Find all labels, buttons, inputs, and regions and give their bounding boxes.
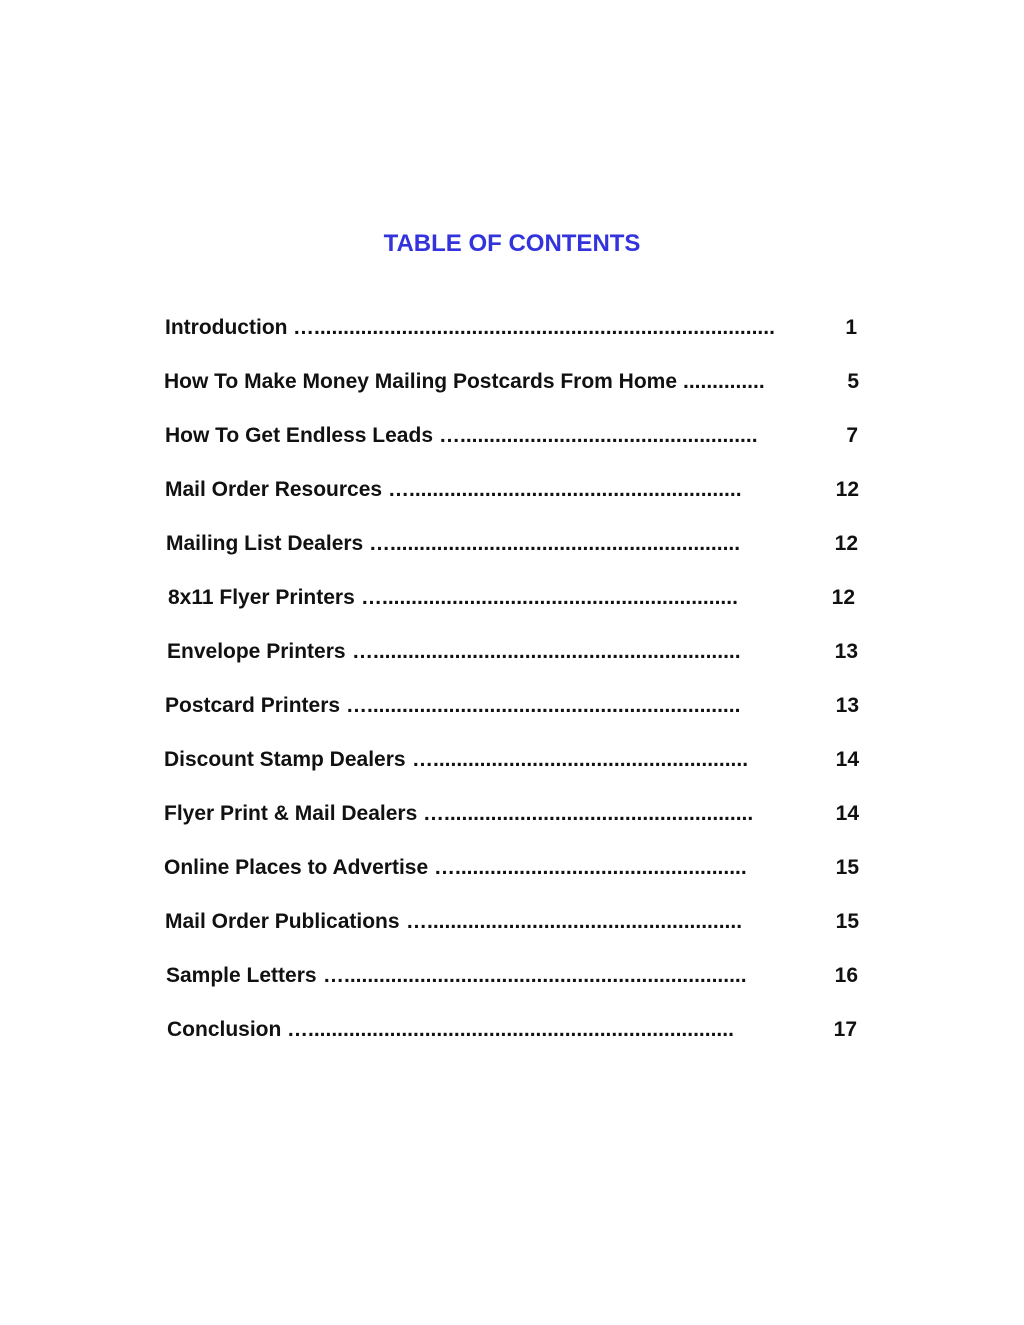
toc-entry-page-number: 1 bbox=[845, 316, 857, 339]
toc-entry-page-number: 7 bbox=[846, 424, 858, 447]
toc-entry-page-number: 14 bbox=[835, 802, 859, 825]
toc-entry-title: Introduction bbox=[165, 316, 288, 339]
toc-entry-sample-letters[interactable] bbox=[166, 962, 858, 990]
toc-entry-leader: …............................................................................... bbox=[293, 316, 775, 339]
toc-entry-leader: …............................................................ bbox=[369, 532, 741, 555]
toc-entry-leader: …............................................................. bbox=[361, 586, 738, 609]
toc-entry-title: Discount Stamp Dealers bbox=[164, 748, 406, 771]
toc-entry-envelope-printers[interactable] bbox=[167, 638, 858, 666]
toc-entry-make-money-mailing-postcards[interactable] bbox=[164, 368, 859, 396]
toc-entry-leader: …......................................................................... bbox=[287, 1018, 734, 1041]
toc-entry-leader: .............. bbox=[683, 370, 765, 393]
toc-entry-page-number: 12 bbox=[834, 532, 858, 555]
toc-entry-page-number: 17 bbox=[833, 1018, 857, 1041]
toc-entry-page-number: 13 bbox=[834, 640, 858, 663]
toc-entry-mailing-list-dealers[interactable] bbox=[166, 530, 858, 558]
toc-entry-leader: …..................................................................... bbox=[323, 964, 747, 987]
toc-entry-title: Sample Letters bbox=[166, 964, 317, 987]
toc-entry-introduction[interactable] bbox=[165, 314, 857, 342]
toc-entry-flyer-printers[interactable] bbox=[168, 584, 855, 612]
toc-entry-page-number: 5 bbox=[847, 370, 859, 393]
toc-entry-title: Online Places to Advertise bbox=[164, 856, 429, 879]
toc-entry-title: Flyer Print & Mail Dealers bbox=[164, 802, 418, 825]
toc-entry-conclusion[interactable] bbox=[167, 1016, 857, 1044]
toc-entry-mail-order-resources[interactable] bbox=[165, 476, 859, 504]
toc-entry-leader: …...................................................... bbox=[406, 910, 743, 933]
toc-entry-leader: …..................................................... bbox=[423, 802, 754, 825]
toc-entry-leader: …................................................... bbox=[439, 424, 758, 447]
toc-entry-page-number: 15 bbox=[835, 856, 859, 879]
toc-entry-leader: …...................................................... bbox=[412, 748, 749, 771]
toc-entry-discount-stamp-dealers[interactable] bbox=[164, 746, 859, 774]
toc-entry-postcard-printers[interactable] bbox=[165, 692, 859, 720]
toc-entry-page-number: 12 bbox=[835, 478, 859, 501]
toc-entry-title: Mailing List Dealers bbox=[166, 532, 364, 555]
toc-entry-page-number: 12 bbox=[831, 586, 855, 609]
toc-entry-title: How To Make Money Mailing Postcards From Home bbox=[164, 370, 678, 393]
toc-entry-title: Conclusion bbox=[167, 1018, 282, 1041]
toc-entry-page-number: 16 bbox=[834, 964, 858, 987]
toc-entry-title: Mail Order Resources bbox=[165, 478, 383, 501]
toc-entry-title: Postcard Printers bbox=[165, 694, 341, 717]
toc-entry-mail-order-publications[interactable] bbox=[165, 908, 859, 936]
toc-entry-leader: ….................................................. bbox=[434, 856, 747, 879]
toc-heading: TABLE OF CONTENTS bbox=[383, 230, 641, 257]
toc-entry-endless-leads[interactable] bbox=[165, 422, 858, 450]
toc-entry-leader: …............................................................... bbox=[352, 640, 741, 663]
toc-entry-leader: …................................................................ bbox=[346, 694, 741, 717]
toc-entry-title: Envelope Printers bbox=[167, 640, 346, 663]
toc-entry-page-number: 13 bbox=[835, 694, 859, 717]
toc-entry-page-number: 14 bbox=[835, 748, 859, 771]
toc-entry-page-number: 15 bbox=[835, 910, 859, 933]
toc-entry-title: 8x11 Flyer Printers bbox=[168, 586, 355, 609]
toc-entry-flyer-print-mail-dealers[interactable] bbox=[164, 800, 859, 828]
toc-entry-title: Mail Order Publications bbox=[165, 910, 400, 933]
toc-entry-title: How To Get Endless Leads bbox=[165, 424, 433, 447]
toc-entry-leader: …......................................................... bbox=[388, 478, 742, 501]
toc-entry-online-places-to-advertise[interactable] bbox=[164, 854, 859, 882]
